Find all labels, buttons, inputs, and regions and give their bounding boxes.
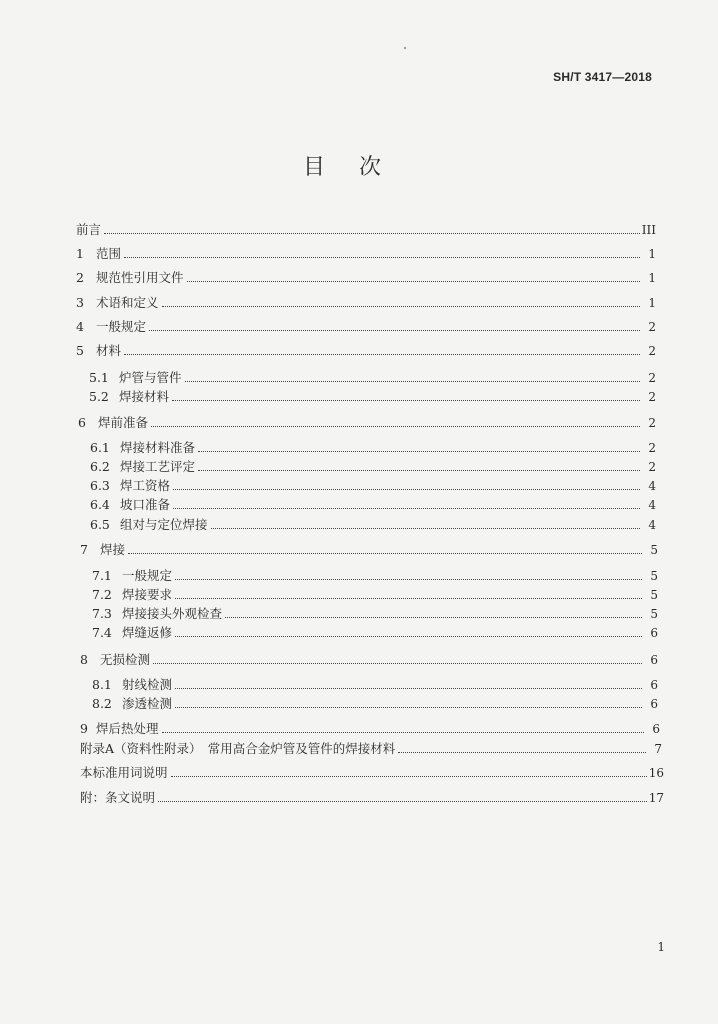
toc-entry-9[interactable] — [80, 721, 660, 737]
toc-leader-dots — [198, 451, 640, 452]
toc-leader-dots — [225, 617, 642, 618]
toc-entry-number: 5 — [76, 343, 84, 358]
toc-entry-number: 7 — [80, 542, 88, 557]
toc-entry-4[interactable] — [76, 319, 656, 335]
toc-entry-label: 焊后热处理 — [96, 721, 159, 736]
toc-entry-6[interactable] — [78, 415, 656, 431]
toc-leader-dots — [151, 426, 640, 427]
toc-entry-terms-explanation[interactable] — [80, 765, 664, 781]
toc-entry-page: 1 — [648, 296, 656, 310]
toc-leader-dots — [162, 306, 640, 307]
toc-leader-dots — [175, 707, 642, 708]
toc-entry-page: 2 — [648, 320, 656, 334]
toc-entry-7-4[interactable] — [92, 625, 658, 641]
toc-leader-dots — [187, 281, 640, 282]
toc-leader-dots — [162, 732, 644, 733]
toc-entry-label: 坡口准备 — [120, 497, 171, 512]
toc-entry-page: 5 — [650, 543, 658, 557]
toc-entry-label: 范围 — [96, 246, 122, 261]
toc-entry-6-3[interactable] — [90, 478, 656, 494]
toc-entry-label: 焊接 — [100, 542, 126, 557]
toc-entry-page: 17 — [648, 791, 664, 805]
toc-entry-label: 焊接工艺评定 — [120, 459, 196, 474]
toc-entry-2[interactable] — [76, 270, 656, 286]
toc-leader-dots — [172, 400, 640, 401]
toc-entry-number: 8.1 — [92, 677, 112, 692]
toc-entry-page: 4 — [648, 518, 656, 532]
toc-entry-number: 7.4 — [92, 625, 112, 640]
toc-entry-number: 8.2 — [92, 696, 112, 711]
toc-entry-label: 前言 — [76, 222, 102, 237]
page-number: 1 — [657, 940, 665, 954]
toc-entry-number: 6.5 — [90, 517, 110, 532]
toc-entry-page: 4 — [648, 498, 656, 512]
toc-entry-number: 6.1 — [90, 440, 110, 455]
toc-entry-label: 本标准用词说明 — [80, 765, 168, 780]
toc-entry-number: 9 — [80, 721, 88, 736]
toc-entry-number: 7.2 — [92, 587, 112, 602]
toc-entry-label: 焊接材料准备 — [120, 440, 196, 455]
toc-entry-8-2[interactable] — [92, 696, 658, 712]
toc-entry-number: 1 — [76, 246, 84, 261]
toc-leader-dots — [175, 636, 642, 637]
toc-entry-label: 一般规定 — [96, 319, 147, 334]
toc-entry-page: 6 — [650, 653, 658, 667]
toc-entry-page: 1 — [648, 247, 656, 261]
toc-leader-dots — [173, 489, 640, 490]
toc-entry-number: 8 — [80, 652, 88, 667]
toc-entry-label: 焊工资格 — [120, 478, 171, 493]
toc-entry-number: 2 — [76, 270, 84, 285]
toc-entry-page: 2 — [648, 344, 656, 358]
toc-entry-6-1[interactable] — [90, 440, 656, 456]
toc-entry-page: 5 — [650, 588, 658, 602]
toc-entry-foreword[interactable] — [76, 222, 656, 238]
toc-entry-number: 3 — [76, 295, 84, 310]
standard-code: SH/T 3417—2018 — [553, 70, 652, 84]
toc-entry-number: 6 — [78, 415, 86, 430]
toc-entry-page: III — [641, 223, 656, 237]
toc-entry-label: 组对与定位焊接 — [120, 517, 208, 532]
toc-entry-label: 附：条文说明 — [80, 790, 156, 805]
toc-leader-dots — [398, 752, 646, 753]
toc-leader-dots — [128, 553, 642, 554]
toc-leader-dots — [175, 598, 642, 599]
toc-entry-appendix-a[interactable] — [80, 741, 662, 757]
toc-leader-dots — [124, 257, 640, 258]
toc-entry-number: 5.2 — [89, 389, 109, 404]
toc-entry-6-2[interactable] — [90, 459, 656, 475]
toc-entry-label: 焊接接头外观检查 — [122, 606, 223, 621]
toc-entry-page: 2 — [648, 390, 656, 404]
toc-entry-page: 6 — [652, 722, 660, 736]
scan-speck — [404, 47, 406, 49]
toc-entry-5-1[interactable] — [89, 370, 656, 386]
toc-leader-dots — [158, 801, 647, 802]
toc-entry-label: 规范性引用文件 — [96, 270, 184, 285]
toc-entry-7-2[interactable] — [92, 587, 658, 603]
toc-entry-7[interactable] — [80, 542, 658, 558]
toc-leader-dots — [175, 688, 642, 689]
toc-leader-dots — [185, 381, 640, 382]
toc-leader-dots — [104, 233, 640, 234]
toc-leader-dots — [211, 528, 640, 529]
toc-entry-page: 2 — [648, 416, 656, 430]
toc-entry-page: 5 — [650, 569, 658, 583]
toc-entry-label: 材料 — [96, 343, 122, 358]
toc-entry-label: 射线检测 — [122, 677, 173, 692]
toc-entry-6-5[interactable] — [90, 517, 656, 533]
toc-entry-label: 炉管与管件 — [119, 370, 182, 385]
toc-leader-dots — [153, 663, 642, 664]
toc-entry-page: 2 — [648, 460, 656, 474]
toc-leader-dots — [124, 354, 640, 355]
toc-entry-label: 一般规定 — [122, 568, 173, 583]
toc-leader-dots — [149, 330, 640, 331]
toc-entry-page: 1 — [648, 271, 656, 285]
toc-entry-label: 渗透检测 — [122, 696, 173, 711]
toc-entry-7-1[interactable] — [92, 568, 658, 584]
toc-leader-dots — [198, 470, 640, 471]
toc-entry-number: 7.3 — [92, 606, 112, 621]
toc-entry-page: 6 — [650, 626, 658, 640]
toc-entry-label: 焊接要求 — [122, 587, 173, 602]
toc-entry-5[interactable] — [76, 343, 656, 359]
toc-entry-page: 5 — [650, 607, 658, 621]
toc-entry-page: 6 — [650, 678, 658, 692]
toc-entry-page: 2 — [648, 371, 656, 385]
toc-entry-page: 4 — [648, 479, 656, 493]
toc-entry-label: 术语和定义 — [96, 295, 159, 310]
toc-entry-label: 附录A（资料性附录） 常用高合金炉管及管件的焊接材料 — [80, 741, 396, 756]
toc-leader-dots — [175, 579, 642, 580]
toc-entry-page: 6 — [650, 697, 658, 711]
toc-entry-page: 7 — [654, 742, 662, 756]
toc-entry-number: 6.2 — [90, 459, 110, 474]
toc-leader-dots — [173, 508, 640, 509]
toc-entry-label: 焊缝返修 — [122, 625, 173, 640]
toc-entry-8[interactable] — [80, 652, 658, 668]
toc-entry-number: 4 — [76, 319, 84, 334]
toc-entry-label: 焊接材料 — [119, 389, 170, 404]
toc-entry-5-2[interactable] — [89, 389, 656, 405]
toc-entry-number: 7.1 — [92, 568, 112, 583]
toc-entry-page: 16 — [648, 766, 664, 780]
toc-entry-label: 焊前准备 — [98, 415, 149, 430]
toc-entry-page: 2 — [648, 441, 656, 455]
toc-entry-number: 6.3 — [90, 478, 110, 493]
toc-entry-6-4[interactable] — [90, 497, 656, 513]
page-title: 目次 — [302, 155, 415, 180]
toc-entry-number: 6.4 — [90, 497, 110, 512]
toc-entry-1[interactable] — [76, 246, 656, 262]
toc-entry-number: 5.1 — [89, 370, 109, 385]
toc-entry-clause-explanation[interactable] — [80, 790, 664, 806]
toc-entry-3[interactable] — [76, 295, 656, 311]
toc-entry-7-3[interactable] — [92, 606, 658, 622]
toc-entry-8-1[interactable] — [92, 677, 658, 693]
toc-entry-label: 无损检测 — [100, 652, 151, 667]
toc-leader-dots — [171, 776, 647, 777]
